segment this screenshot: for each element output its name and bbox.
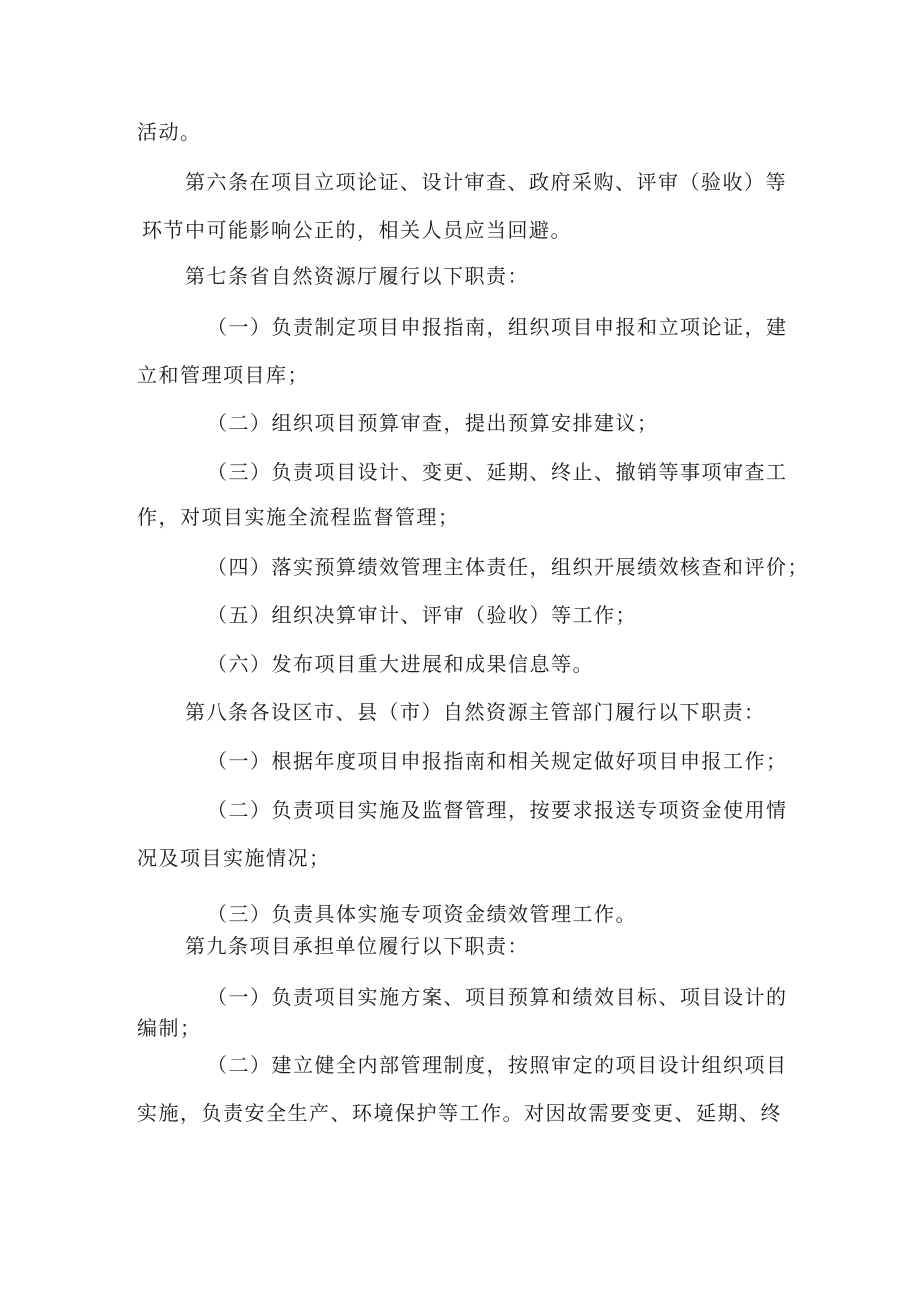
text-line: （四）落实预算绩效管理主体责任，组织开展绩效核查和评价； [207,555,809,579]
text-line: （六）发布项目重大进展和成果信息等。 [207,652,594,676]
text-line: （一）负责项目实施方案、项目预算和绩效目标、项目设计的 [207,985,788,1009]
text-line: （五）组织决算审计、评审（验收）等工作； [207,603,637,627]
text-line: （二）建立健全内部管理制度，按照审定的项目设计组织项目 [207,1053,788,1077]
text-line: 第六条在项目立项论证、设计审查、政府采购、评审（验收）等 [185,170,787,194]
text-line: 况及项目实施情况； [137,846,331,870]
text-line: （三）负责具体实施专项资金绩效管理工作。 [207,902,637,926]
text-line: 第九条项目承担单位履行以下职责： [185,934,529,958]
text-line: 作，对项目实施全流程监督管理； [137,505,460,529]
text-line: 立和管理项目库； [137,363,309,387]
text-line: 活动。 [137,120,202,144]
text-line: （二）负责项目实施及监督管理，按要求报送专项资金使用情 [207,798,788,822]
text-line: 第八条各设区市、县（市）自然资源主管部门履行以下职责： [185,700,766,724]
text-line: （三）负责项目设计、变更、延期、终止、撤销等事项审查工 [207,460,788,484]
text-line: 环节中可能影响公正的，相关人员应当回避。 [142,218,572,242]
text-line: （一）根据年度项目申报指南和相关规定做好项目申报工作； [207,749,788,773]
text-line: 编制； [137,1016,202,1040]
text-line: （二）组织项目预算审查，提出预算安排建议； [207,411,659,435]
text-line: （一）负责制定项目申报指南，组织项目申报和立项论证，建 [207,315,788,339]
text-line: 第七条省自然资源厅履行以下职责： [185,264,529,288]
text-line: 实施，负责安全生产、环境保护等工作。对因故需要变更、延期、终 [137,1101,782,1125]
